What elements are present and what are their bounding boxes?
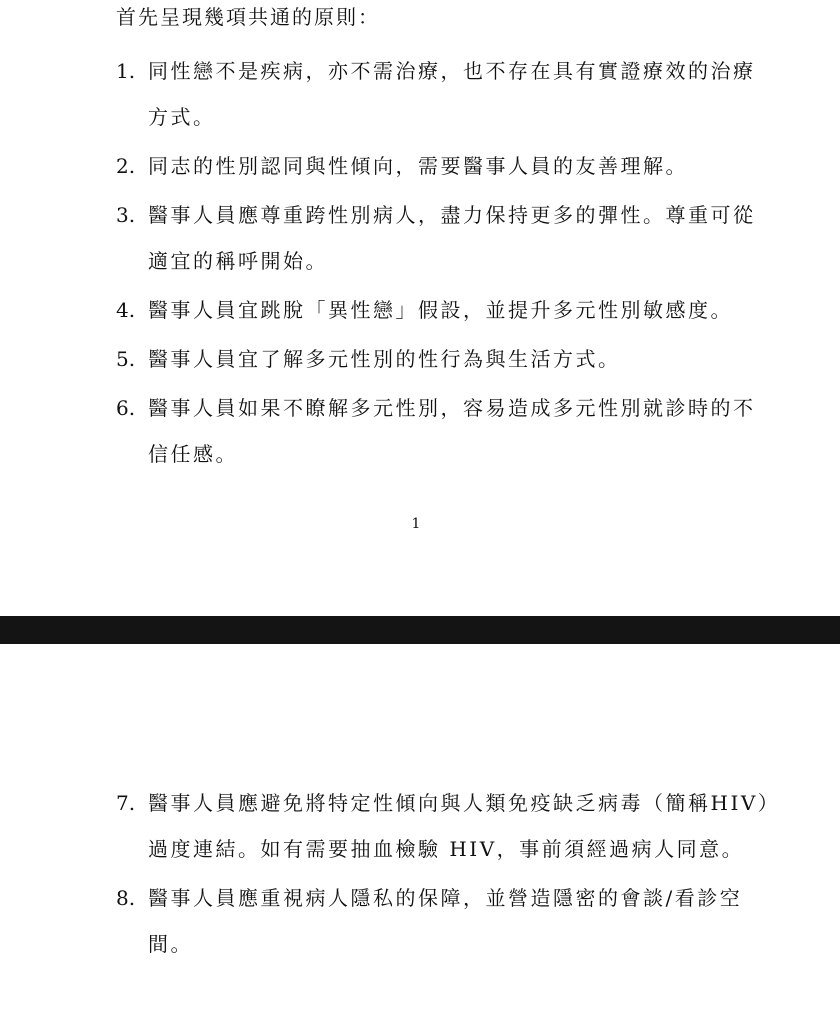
item-text: 醫事人員宜了解多元性別的性行為與生活方式。 — [148, 347, 621, 371]
item-text: 醫事人員應避免將特定性傾向與人類免疫缺乏病毒（簡稱HIV）過度連結。如有需要抽血檢驗 HIV，事前須經過病人同意。 — [148, 791, 771, 861]
list-item — [116, 143, 776, 189]
item-number: 1. — [116, 59, 136, 83]
list-item — [116, 192, 776, 284]
list-item — [116, 780, 776, 872]
principles-list — [116, 48, 776, 480]
list-item — [116, 48, 776, 140]
item-number: 7. — [116, 791, 136, 815]
item-number: 3. — [116, 203, 136, 227]
item-number: 4. — [116, 298, 136, 322]
item-number: 5. — [116, 347, 136, 371]
intro-text: 首先呈現幾項共通的原則： — [116, 5, 380, 29]
list-item — [116, 875, 776, 967]
page-separator — [0, 616, 840, 644]
principles-list-continued — [116, 780, 776, 970]
item-text: 同性戀不是疾病，亦不需治療，也不存在具有實證療效的治療方式。 — [148, 59, 756, 129]
document-page-2 — [0, 644, 840, 1024]
item-number: 8. — [116, 886, 136, 910]
item-number: 2. — [116, 154, 136, 178]
list-item — [116, 287, 776, 333]
item-text: 醫事人員應重視病人隱私的保障，並營造隱密的會談/看診空間。 — [148, 886, 743, 956]
item-text: 醫事人員如果不瞭解多元性別，容易造成多元性別就診時的不信任感。 — [148, 396, 756, 466]
page-number: 1 — [411, 516, 421, 532]
item-text: 醫事人員應尊重跨性別病人，盡力保持更多的彈性。尊重可從適宜的稱呼開始。 — [148, 203, 756, 273]
item-text: 醫事人員宜跳脫「異性戀」假設，並提升多元性別敏感度。 — [148, 298, 733, 322]
item-number: 6. — [116, 396, 136, 420]
list-item — [116, 385, 776, 477]
list-item — [116, 336, 776, 382]
item-text: 同志的性別認同與性傾向，需要醫事人員的友善理解。 — [148, 154, 688, 178]
